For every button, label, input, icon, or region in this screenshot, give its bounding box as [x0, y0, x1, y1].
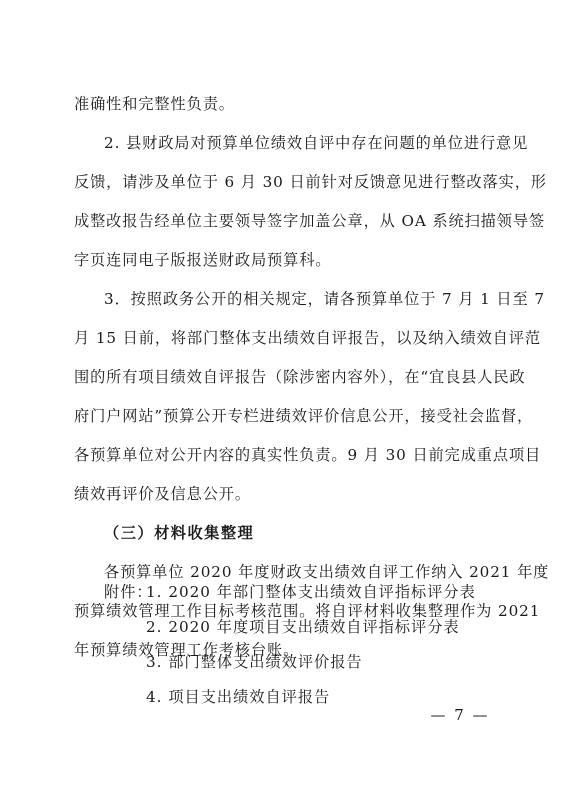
paragraph-line: 2. 县财政局对预算单位绩效自评中存在问题的单位进行意见: [104, 134, 529, 152]
attachment-item: 1. 2020 年部门整体支出绩效自评指标评分表: [146, 583, 476, 601]
paragraph-line: 字页连同电子版报送财政局预算科。: [74, 251, 332, 269]
paragraph-line: 成整改报告经单位主要领导签字加盖公章，从 OA 系统扫描领导签: [74, 212, 546, 230]
attachment-item: 4. 项目支出绩效自评报告: [146, 688, 331, 706]
paragraph-line: 绩效再评价及信息公开。: [74, 485, 251, 503]
paragraph-line: 各预算单位对公开内容的真实性负责。9 月 30 日前完成重点项目: [74, 446, 542, 464]
paragraph-line: 年预算绩效管理工作考核台账。: [74, 641, 300, 659]
section-heading: （三）材料收集整理: [104, 524, 255, 542]
paragraph-line: 府门户网站”预算公开专栏进绩效评价信息公开，接受社会监督，: [74, 407, 534, 425]
attachments-label: 附件：: [104, 583, 153, 601]
attachment-item: 2. 2020 年度项目支出绩效自评指标评分表: [146, 618, 460, 636]
paragraph-line: 反馈，请涉及单位于 6 月 30 日前针对反馈意见进行整改落实，形: [74, 173, 547, 191]
paragraph-line: 围的所有项目绩效自评报告（除涉密内容外），在“宜良县人民政: [74, 368, 526, 386]
paragraph-line: 3．按照政务公开的相关规定，请各预算单位于 7 月 1 日至 7: [104, 290, 545, 308]
page-number: — 7 —: [430, 706, 490, 724]
paragraph-line: 准确性和完整性负责。: [74, 95, 235, 113]
paragraph-line: 预算绩效管理工作目标考核范围。将自评材料收集整理作为 2021: [74, 602, 541, 620]
paragraph-line: 月 15 日前，将部门整体支出绩效自评报告，以及纳入绩效自评范: [74, 329, 541, 347]
attachment-item: 3. 部门整体支出绩效评价报告: [146, 653, 363, 671]
paragraph-line: 各预算单位 2020 年度财政支出绩效自评工作纳入 2021 年度: [104, 563, 550, 581]
